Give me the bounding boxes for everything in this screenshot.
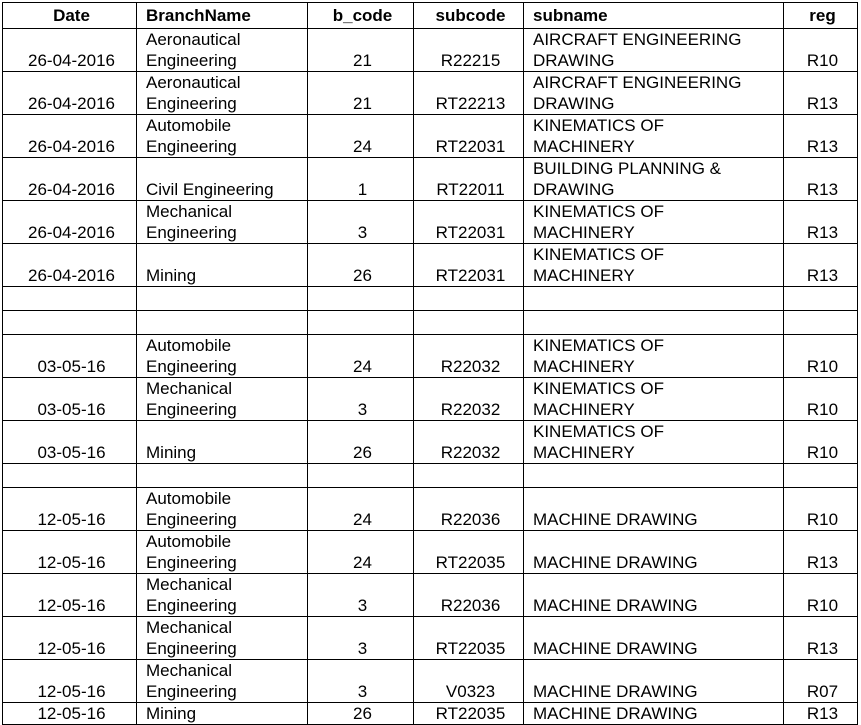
cell-branch-name-line: Engineering (146, 596, 237, 615)
cell-subcode: RT22031 (414, 244, 524, 287)
cell-subname-line: DRAWING (533, 94, 615, 113)
cell-branch-name-line: Engineering (146, 553, 237, 572)
cell-subcode: RT22035 (414, 531, 524, 574)
cell-subname (524, 29, 784, 72)
cell-date: 12-05-16 (3, 660, 137, 703)
table-header (3, 3, 858, 29)
cell-branch-name-line: Engineering (146, 137, 237, 156)
cell-subcode: R22032 (414, 378, 524, 421)
cell-branch-name-line: Engineering (146, 682, 237, 701)
cell-subcode: RT22213 (414, 72, 524, 115)
cell-reg: R13 (784, 703, 858, 725)
cell-branch-name-line: Engineering (146, 510, 237, 529)
cell-date: 03-05-16 (3, 378, 137, 421)
cell-subname-line: MACHINE DRAWING (533, 682, 698, 701)
cell-date: 26-04-2016 (3, 201, 137, 244)
cell-branch-name (137, 531, 308, 574)
cell-branch-name (137, 421, 308, 464)
cell-b-code: 24 (308, 115, 414, 158)
cell-branch-name-line: Mechanical (146, 575, 232, 594)
table-row (3, 703, 858, 725)
cell-subname (524, 617, 784, 660)
cell-branch-name (137, 115, 308, 158)
table-row (3, 378, 858, 421)
cell-branch-name (137, 158, 308, 201)
cell-reg: R10 (784, 421, 858, 464)
header-branch-name: BranchName (137, 3, 308, 29)
empty-cell (308, 464, 414, 488)
cell-subname (524, 703, 784, 725)
empty-cell (414, 464, 524, 488)
table-row (3, 660, 858, 703)
cell-reg: R07 (784, 660, 858, 703)
empty-cell (414, 287, 524, 311)
cell-subcode: RT22011 (414, 158, 524, 201)
table-row (3, 488, 858, 531)
cell-branch-name (137, 488, 308, 531)
empty-cell (308, 311, 414, 335)
cell-b-code: 3 (308, 660, 414, 703)
empty-cell (524, 311, 784, 335)
table-row (3, 421, 858, 464)
cell-subname (524, 335, 784, 378)
cell-branch-name-line: Automobile (146, 489, 232, 508)
cell-subcode: R22215 (414, 29, 524, 72)
cell-reg: R13 (784, 158, 858, 201)
cell-branch-name (137, 617, 308, 660)
cell-subname-line: KINEMATICS OF (533, 379, 664, 398)
cell-b-code: 3 (308, 201, 414, 244)
cell-branch-name-line: Engineering (146, 400, 237, 419)
cell-subcode: R22032 (414, 421, 524, 464)
cell-subname-line: AIRCRAFT ENGINEERING (533, 30, 742, 49)
empty-cell (137, 287, 308, 311)
cell-subname-line: BUILDING PLANNING & (533, 159, 721, 178)
empty-cell (784, 311, 858, 335)
cell-reg: R13 (784, 201, 858, 244)
cell-branch-name-line: Mining (146, 266, 197, 285)
cell-reg: R10 (784, 488, 858, 531)
cell-reg: R10 (784, 378, 858, 421)
header-b-code: b_code (308, 3, 414, 29)
table-row (3, 531, 858, 574)
table-row (3, 574, 858, 617)
cell-reg: R13 (784, 72, 858, 115)
cell-date: 12-05-16 (3, 488, 137, 531)
cell-date: 26-04-2016 (3, 29, 137, 72)
cell-date: 26-04-2016 (3, 158, 137, 201)
cell-date: 03-05-16 (3, 421, 137, 464)
cell-b-code: 21 (308, 72, 414, 115)
cell-reg: R13 (784, 244, 858, 287)
cell-subname-line: MACHINERY (533, 357, 635, 376)
cell-date: 12-05-16 (3, 574, 137, 617)
cell-b-code: 26 (308, 421, 414, 464)
cell-subname-line: MACHINE DRAWING (533, 510, 698, 529)
cell-date: 26-04-2016 (3, 72, 137, 115)
cell-branch-name-line: Automobile (146, 336, 232, 355)
cell-subname-line: DRAWING (533, 51, 615, 70)
header-row (3, 3, 858, 29)
cell-subname (524, 72, 784, 115)
cell-reg: R13 (784, 531, 858, 574)
empty-cell (3, 311, 137, 335)
cell-b-code: 3 (308, 617, 414, 660)
cell-subname-line: MACHINE DRAWING (533, 553, 698, 572)
cell-branch-name-line: Mechanical (146, 618, 232, 637)
cell-subcode: RT22031 (414, 115, 524, 158)
cell-branch-name-line: Engineering (146, 223, 237, 242)
header-subname: subname (524, 3, 784, 29)
cell-branch-name-line: Engineering (146, 639, 237, 658)
cell-branch-name-line: Aeronautical (146, 73, 241, 92)
cell-b-code: 24 (308, 488, 414, 531)
cell-b-code: 3 (308, 574, 414, 617)
table-row (3, 244, 858, 287)
cell-branch-name-line: Mechanical (146, 661, 232, 680)
cell-subname-line: MACHINE DRAWING (533, 639, 698, 658)
cell-date: 03-05-16 (3, 335, 137, 378)
cell-subname (524, 378, 784, 421)
cell-subname-line: MACHINERY (533, 443, 635, 462)
cell-branch-name-line: Aeronautical (146, 30, 241, 49)
cell-subname-line: DRAWING (533, 180, 615, 199)
empty-cell (308, 287, 414, 311)
header-date: Date (3, 3, 137, 29)
cell-subname (524, 660, 784, 703)
exam-schedule-table (2, 2, 858, 725)
cell-subname-line: KINEMATICS OF (533, 336, 664, 355)
cell-date: 12-05-16 (3, 531, 137, 574)
cell-subname-line: MACHINERY (533, 137, 635, 156)
cell-subname-line: MACHINE DRAWING (533, 596, 698, 615)
cell-branch-name (137, 378, 308, 421)
cell-date: 26-04-2016 (3, 244, 137, 287)
blank-row (3, 464, 858, 488)
cell-branch-name-line: Automobile (146, 116, 232, 135)
cell-date: 12-05-16 (3, 703, 137, 725)
cell-subname-line: AIRCRAFT ENGINEERING (533, 73, 742, 92)
cell-subcode: RT22035 (414, 617, 524, 660)
cell-subcode: RT22035 (414, 703, 524, 725)
cell-branch-name-line: Engineering (146, 94, 237, 113)
cell-branch-name-line: Mining (146, 443, 197, 462)
cell-subname-line: MACHINERY (533, 266, 635, 285)
empty-cell (414, 311, 524, 335)
cell-subname (524, 574, 784, 617)
cell-subcode: RT22031 (414, 201, 524, 244)
cell-branch-name (137, 703, 308, 725)
cell-date: 12-05-16 (3, 617, 137, 660)
header-subcode: subcode (414, 3, 524, 29)
cell-subname-line: KINEMATICS OF (533, 245, 664, 264)
cell-branch-name (137, 29, 308, 72)
table-row (3, 335, 858, 378)
cell-b-code: 3 (308, 378, 414, 421)
cell-b-code: 24 (308, 335, 414, 378)
empty-cell (137, 464, 308, 488)
cell-branch-name (137, 335, 308, 378)
cell-subcode: R22036 (414, 574, 524, 617)
cell-subname (524, 201, 784, 244)
cell-branch-name-line: Automobile (146, 532, 232, 551)
table-row (3, 201, 858, 244)
cell-b-code: 21 (308, 29, 414, 72)
cell-subcode: R22036 (414, 488, 524, 531)
cell-subname-line: MACHINERY (533, 223, 635, 242)
cell-reg: R13 (784, 115, 858, 158)
empty-cell (524, 464, 784, 488)
header-reg: reg (784, 3, 858, 29)
empty-cell (524, 287, 784, 311)
cell-branch-name (137, 660, 308, 703)
cell-b-code: 26 (308, 244, 414, 287)
empty-cell (784, 287, 858, 311)
cell-branch-name (137, 574, 308, 617)
cell-reg: R10 (784, 574, 858, 617)
cell-subname (524, 244, 784, 287)
cell-subname (524, 488, 784, 531)
cell-subname (524, 531, 784, 574)
empty-cell (3, 287, 137, 311)
cell-reg: R13 (784, 617, 858, 660)
cell-branch-name (137, 72, 308, 115)
cell-subname (524, 158, 784, 201)
cell-date: 26-04-2016 (3, 115, 137, 158)
cell-b-code: 26 (308, 703, 414, 725)
table-row (3, 158, 858, 201)
cell-branch-name-line: Engineering (146, 51, 237, 70)
cell-subname-line: KINEMATICS OF (533, 116, 664, 135)
cell-branch-name-line: Engineering (146, 357, 237, 376)
cell-b-code: 1 (308, 158, 414, 201)
cell-branch-name-line: Mining (146, 704, 197, 723)
cell-branch-name-line: Mechanical (146, 202, 232, 221)
blank-row (3, 287, 858, 311)
cell-branch-name-line: Mechanical (146, 379, 232, 398)
cell-reg: R10 (784, 29, 858, 72)
cell-subname-line: KINEMATICS OF (533, 202, 664, 221)
cell-branch-name-line: Civil Engineering (146, 180, 274, 199)
cell-subcode: V0323 (414, 660, 524, 703)
cell-reg: R10 (784, 335, 858, 378)
table-row (3, 115, 858, 158)
cell-subname-line: MACHINE DRAWING (533, 704, 698, 723)
table-body (3, 29, 858, 725)
empty-cell (784, 464, 858, 488)
cell-subname (524, 421, 784, 464)
cell-b-code: 24 (308, 531, 414, 574)
empty-cell (3, 464, 137, 488)
table-row (3, 29, 858, 72)
cell-branch-name (137, 244, 308, 287)
cell-branch-name (137, 201, 308, 244)
cell-subcode: R22032 (414, 335, 524, 378)
cell-subname-line: MACHINERY (533, 400, 635, 419)
table-row (3, 72, 858, 115)
table-row (3, 617, 858, 660)
blank-row (3, 311, 858, 335)
empty-cell (137, 311, 308, 335)
cell-subname (524, 115, 784, 158)
cell-subname-line: KINEMATICS OF (533, 422, 664, 441)
